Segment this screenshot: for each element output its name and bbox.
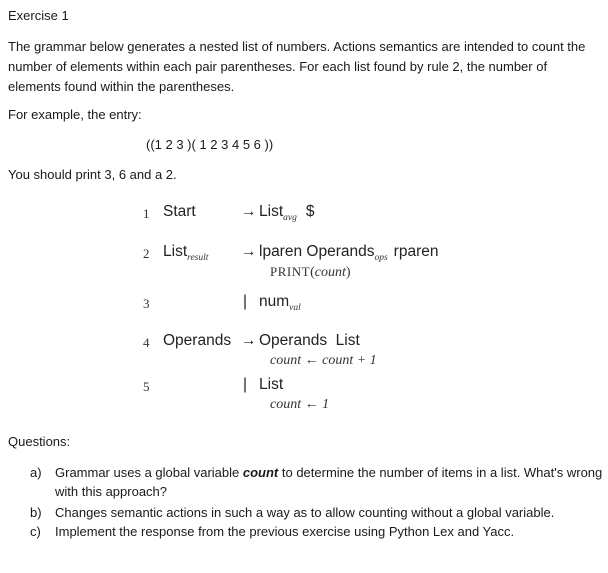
rule-number: 1 (143, 206, 150, 221)
rule-number: 3 (143, 296, 150, 311)
alternative-bar: | (243, 293, 248, 310)
semantic-action: PRINT(count) (270, 264, 351, 280)
rule-rhs: List$_{avg}$ $ (259, 203, 315, 223)
example-input: ((1 2 3 )( 1 2 3 4 5 6 )) (146, 137, 274, 152)
question-label: c) (30, 524, 41, 539)
rule-lhs: List$_{result}$ (163, 243, 209, 263)
rule-number: 5 (143, 379, 150, 394)
intro-paragraph: The grammar below generates a nested list of numbers. Actions semantics are intended to count the number of elements within each pair parentheses. For each list found by rule 2, the number of elements found within the parentheses. (8, 39, 586, 94)
example-output: You should print 3, 6 and a 2. (8, 167, 177, 182)
question-text: Grammar uses a global variable count to determine the number of items in a list. What's wrong with this approach? (55, 465, 603, 499)
rule-number: 4 (143, 335, 150, 350)
rule-lhs: Start (163, 203, 196, 220)
semantic-action: count ← count + 1 (270, 353, 377, 368)
question-label: b) (30, 505, 42, 520)
rule-rhs: lparen Operands$_{ops}$ rparen (259, 243, 439, 263)
questions-label: Questions: (8, 434, 71, 449)
arrow-icon: → (241, 203, 257, 220)
question-text: Changes semantic actions in such a way as to allow counting without a global variable. (55, 505, 555, 520)
question-label: a) (30, 465, 42, 480)
example-label: For example, the entry: (8, 107, 142, 122)
rule-number: 2 (143, 246, 150, 261)
arrow-icon: → (241, 243, 257, 260)
exercise-title: Exercise 1 (8, 8, 69, 23)
rule-rhs: List (259, 376, 284, 393)
keyword-count: count (242, 465, 279, 480)
semantic-action: count ← 1 (270, 397, 330, 412)
rule-lhs: Operands (163, 332, 232, 349)
arrow-icon: → (241, 332, 257, 349)
question-text: Implement the response from the previous exercise using Python Lex and Yacc. (55, 524, 515, 539)
rule-rhs: num$_{val}$ (259, 293, 301, 313)
rule-rhs: Operands List (259, 332, 360, 349)
alternative-bar: | (243, 376, 248, 393)
